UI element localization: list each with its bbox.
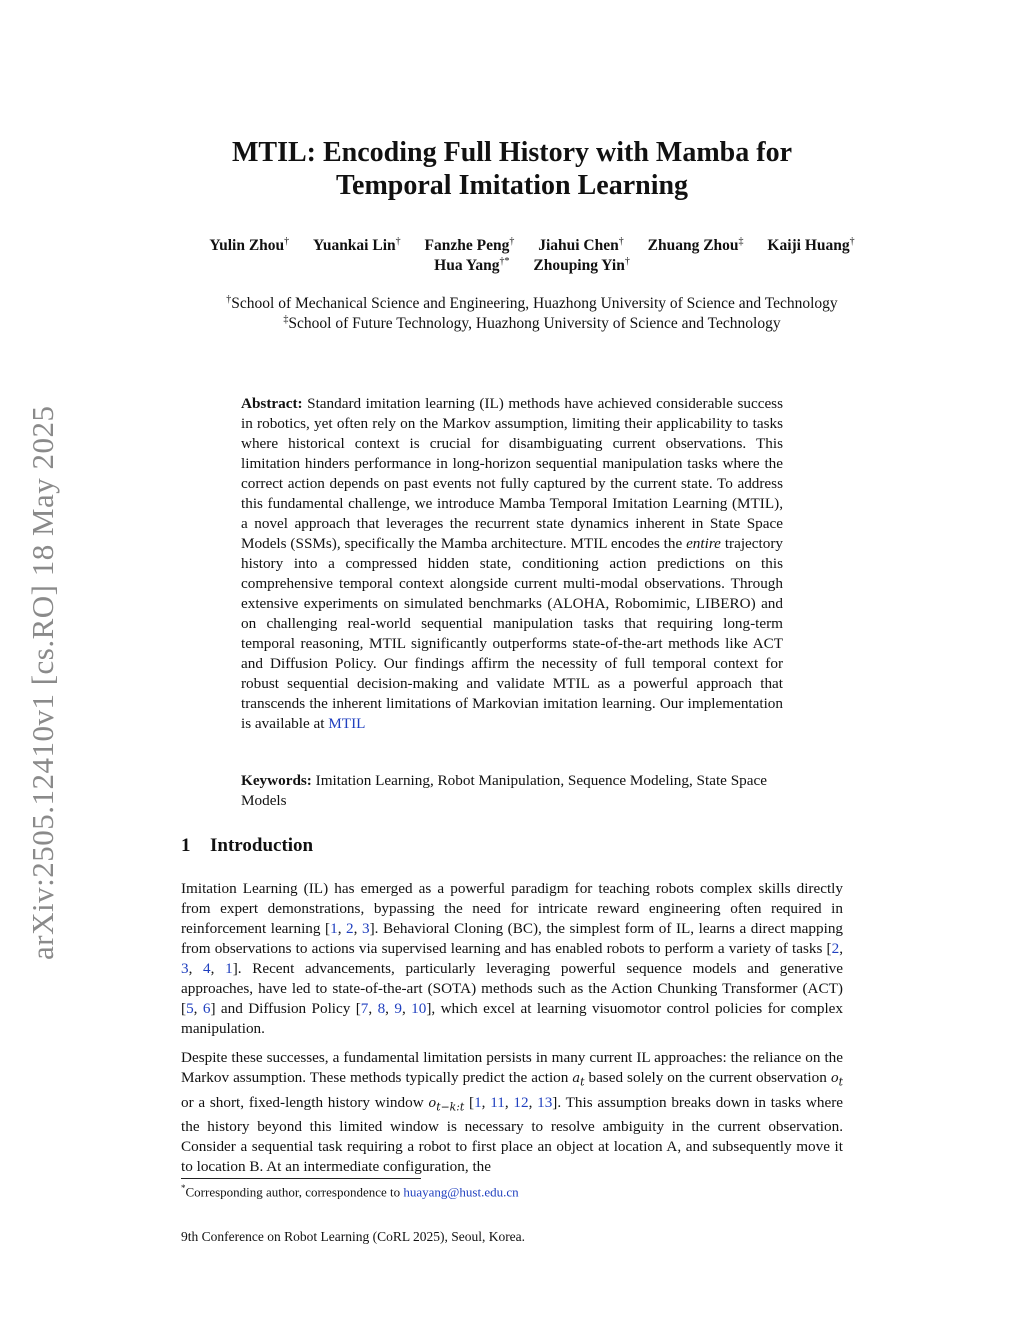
citation[interactable]: 1 bbox=[330, 920, 338, 937]
abstract: Abstract: Standard imitation learning (IL) methods have achieved considerable success in robotics, yet often rely on the Markov assumption, limiting their applicability to tasks where historical context is crucial for disambiguating current observations. This limitation hinders performance in long-horizon sequential manipulation tasks where the correct action depends on past events not fully captured by the current state. To address this fundamental challenge, we introduce Mamba Temporal Imitation Learning (MTIL), a novel approach that leverages the recurrent state dynamics inherent in State Space Models (SSMs), specifically the Mamba architecture. MTIL encodes the entire trajectory history into a compressed hidden state, conditioning action predictions on this comprehensive temporal context alongside current multi-modal observations. Through extensive experiments on simulated benchmarks (ALOHA, Robomimic, LIBERO) and on challenging real-world sequential manipulation tasks that requiring long-term temporal reasoning, MTIL significantly outperforms state-of-the-art methods like ACT and Diffusion Policy. Our findings affirm the necessity of full temporal context for robust sequential decision-making and validate MTIL as a powerful approach that transcends the inherent limitations of Markovian imitation learning. Our implementation is available at MTIL bbox=[241, 395, 784, 732]
arxiv-sidebar-stamp: arXiv:2505.12410v1 [cs.RO] 18 May 2025 bbox=[25, 405, 60, 960]
author: Fanzhe Peng† bbox=[424, 236, 515, 255]
footnote: *Corresponding author, correspondence to huayang@hust.edu.cn bbox=[181, 1183, 519, 1200]
intro-paragraph-2: Despite these successes, a fundamental limitation persists in many current IL approaches: the reliance on the Markov assumption. These methods typically predict the action $a_t$ based solely on the current observation $o_t$ or a short, fixed-length history window $o_{t-k:t}$ [1, 11, 12, 13]. This assumption breaks down in tasks where the history beyond this limited window is necessary to resolve ambiguity in the current observation. Consider a sequential task requiring a robot to first place an object at location A, and subsequently move it to location B. At an intermediate configuration, the bbox=[181, 1049, 844, 1176]
footnote-divider bbox=[181, 1178, 421, 1179]
intro-paragraph-1: Imitation Learning (IL) has emerged as a powerful paradigm for teaching robots complex skills directly from expert demonstrations, bypassing the need for intricate reward engineering often required in reinforcement learning [1, 2, 3]. Behavioral Cloning (BC), the simplest form of IL, learns a direct mapping from observations to actions via supervised learning and has enabled robots to perform a variety of tasks [2, 3, 4, 1]. Recent advancements, particularly leveraging powerful sequence models and generative approaches, have led to state-of-the-art (SOTA) methods such as the Action Chunking Transformer (ACT) [5, 6] and Diffusion Policy [7, 8, 9, 10], which excel at learning visuomotor control policies for complex manipulation. bbox=[181, 880, 844, 1037]
author: Jiahui Chen† bbox=[538, 236, 624, 255]
citation[interactable]: 8 bbox=[377, 1000, 386, 1017]
math-observation: $o_t$ bbox=[830, 1071, 844, 1089]
math-history-window: $o_{t-k:t}$ bbox=[428, 1095, 465, 1114]
citation[interactable]: 3 bbox=[181, 960, 189, 977]
citation[interactable]: 2 bbox=[831, 940, 840, 957]
author: Yuankai Lin† bbox=[313, 236, 401, 255]
keywords-label: Keywords: bbox=[241, 772, 312, 789]
title-line-2: Temporal Imitation Learning bbox=[335, 170, 689, 201]
citation[interactable]: 2 bbox=[346, 920, 354, 937]
citation[interactable]: 1 bbox=[225, 960, 233, 977]
citation[interactable]: 9 bbox=[394, 1000, 402, 1017]
title-line-1: MTIL: Encoding Full History with Mamba for bbox=[231, 137, 792, 168]
section-heading: 1 Introduction bbox=[181, 835, 314, 856]
author: Hua Yang†* bbox=[434, 256, 510, 275]
venue-note: 9th Conference on Robot Learning (CoRL 2025), Seoul, Korea. bbox=[181, 1229, 526, 1244]
math-action: $a_t$ bbox=[572, 1071, 585, 1089]
citation[interactable]: 1 bbox=[474, 1093, 482, 1111]
abstract-label: Abstract: bbox=[241, 395, 303, 412]
paper-title bbox=[140, 136, 884, 202]
citation[interactable]: 12 bbox=[513, 1093, 529, 1111]
author-list-row-1 bbox=[150, 236, 914, 255]
keywords: Keywords: Imitation Learning, Robot Manipulation, Sequence Modeling, State Space Models bbox=[241, 772, 767, 809]
citation[interactable]: 13 bbox=[537, 1093, 553, 1111]
citation[interactable]: 7 bbox=[360, 1000, 369, 1017]
author: Zhouping Yin† bbox=[533, 256, 630, 275]
citation[interactable]: 6 bbox=[202, 1000, 211, 1017]
author: Zhuang Zhou‡ bbox=[647, 236, 744, 255]
citation[interactable]: 11 bbox=[490, 1093, 505, 1111]
affiliation-2: ‡School of Future Technology, Huazhong University of Science and Technology bbox=[283, 314, 781, 333]
code-link[interactable]: MTIL bbox=[328, 715, 366, 732]
author: Yulin Zhou† bbox=[209, 236, 290, 255]
email-link[interactable]: huayang@hust.edu.cn bbox=[403, 1184, 519, 1200]
emphasis: entire bbox=[686, 535, 721, 552]
citation[interactable]: 10 bbox=[411, 1000, 427, 1017]
citation[interactable]: 5 bbox=[186, 1000, 194, 1017]
author-list-row-2 bbox=[150, 256, 914, 275]
citation[interactable]: 4 bbox=[203, 960, 211, 977]
affiliation-1: †School of Mechanical Science and Engineering, Huazhong University of Science and Technology bbox=[226, 294, 838, 313]
citation[interactable]: 3 bbox=[362, 920, 370, 937]
author: Kaiji Huang† bbox=[767, 236, 855, 255]
